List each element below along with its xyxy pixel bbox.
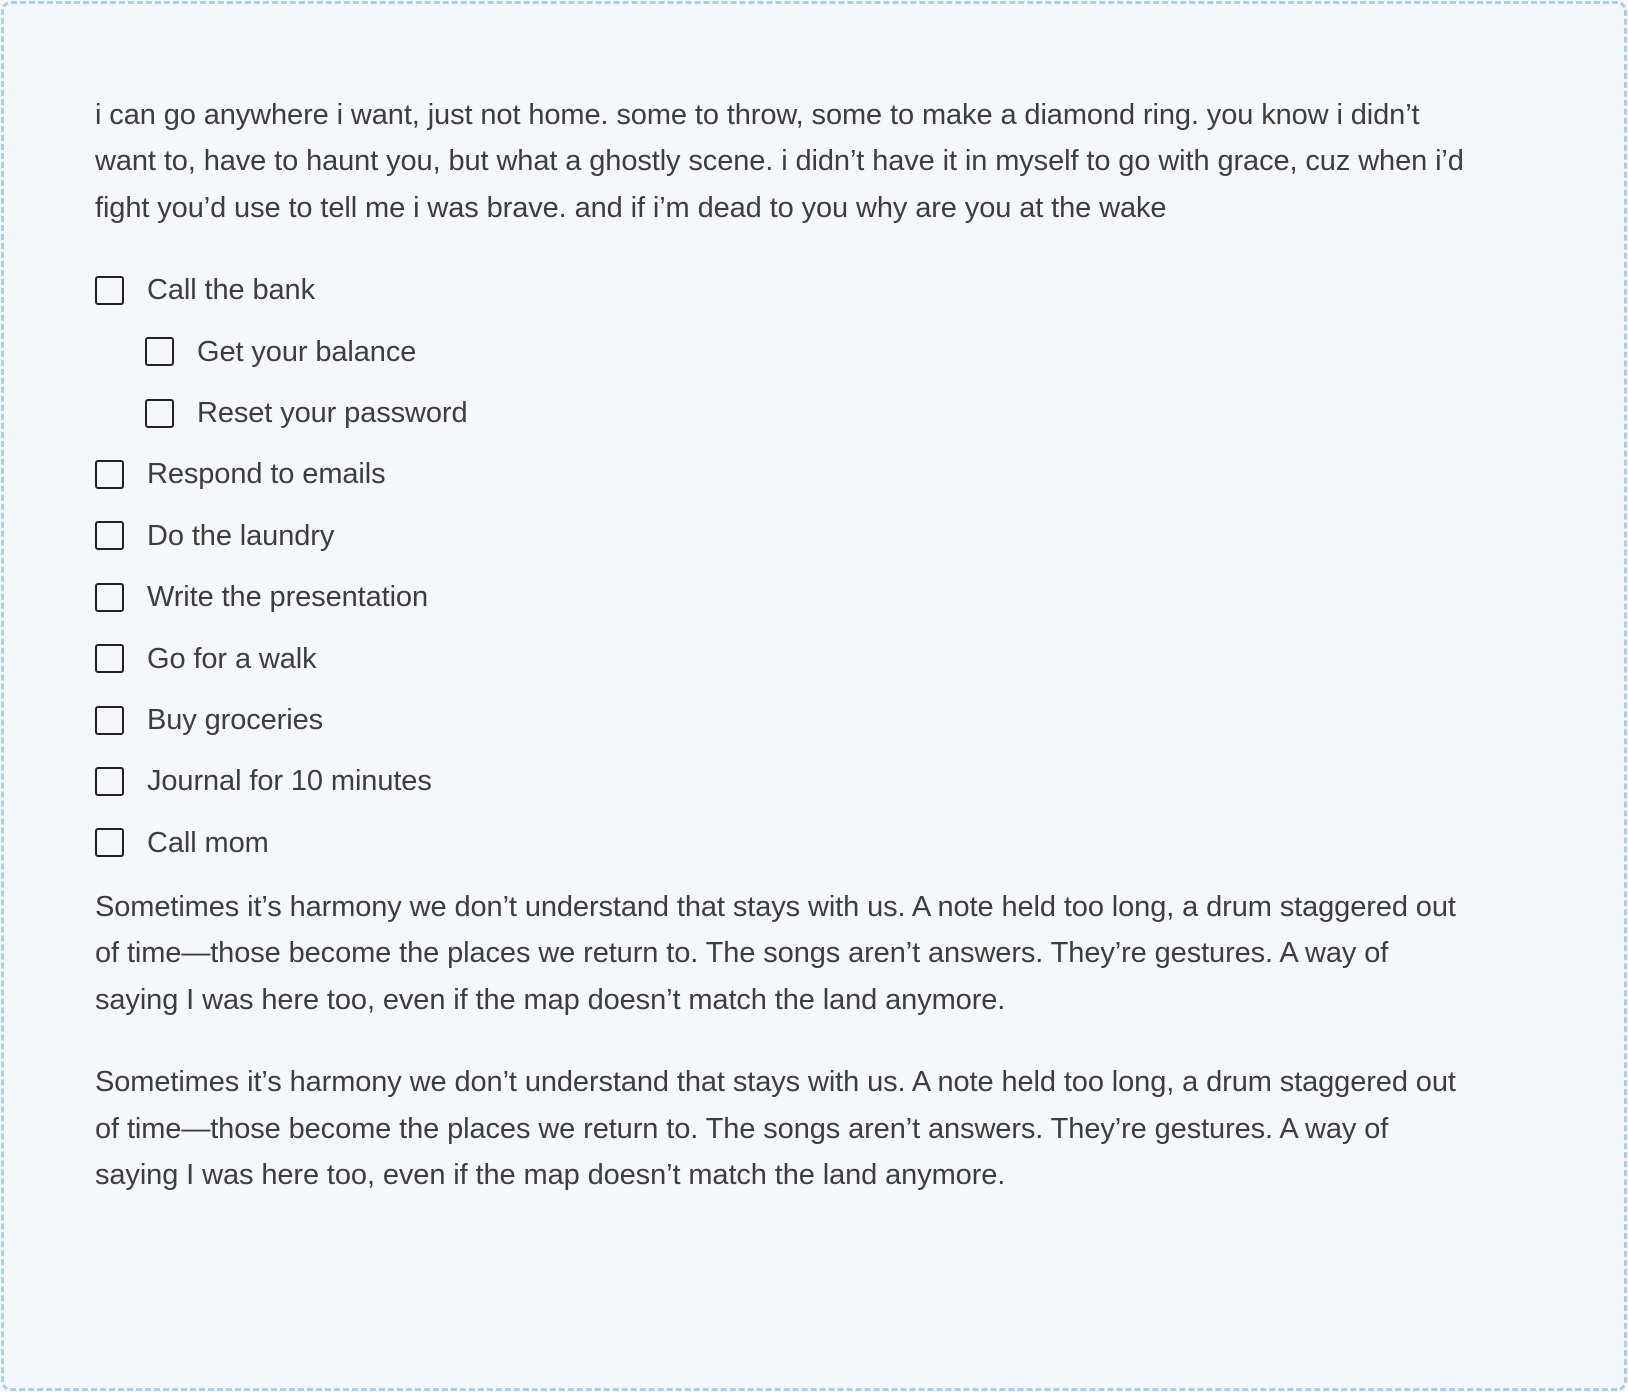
todo-checkbox[interactable] — [95, 276, 124, 305]
todo-item[interactable] — [145, 390, 1533, 436]
todo-item-label: Journal for 10 minutes — [147, 765, 432, 798]
todo-item-label: Reset your password — [197, 396, 468, 429]
todo-item[interactable] — [95, 820, 1533, 866]
todo-checkbox[interactable] — [145, 337, 174, 366]
todo-checkbox[interactable] — [95, 767, 124, 796]
todo-item-label: Call mom — [147, 826, 269, 859]
todo-checkbox[interactable] — [95, 460, 124, 489]
todo-item[interactable] — [95, 267, 1533, 313]
todo-item-label: Go for a walk — [147, 642, 317, 675]
todo-item[interactable] — [95, 451, 1533, 497]
todo-item-label: Call the bank — [147, 274, 315, 307]
todo-item[interactable] — [95, 758, 1533, 804]
outro-paragraph-2: Sometimes it’s harmony we don’t understand that stays with us. A note held too long, a drum staggered out of time—those become the places we return to. The songs aren’t answers. They’re gestures. A way of saying I was here too, even if the map doesn’t match the land anymore. — [95, 1066, 1456, 1192]
todo-checkbox[interactable] — [95, 583, 124, 612]
todo-item[interactable] — [145, 329, 1533, 375]
todo-checkbox[interactable] — [95, 828, 124, 857]
todo-checkbox[interactable] — [95, 706, 124, 735]
todo-checkbox[interactable] — [95, 521, 124, 550]
todo-checkbox[interactable] — [95, 644, 124, 673]
todo-checkbox[interactable] — [145, 399, 174, 428]
intro-paragraph: i can go anywhere i want, just not home. some to throw, some to make a diamond ring. you know i didn’t want to, have to haunt you, but what a ghostly scene. i didn’t have it in myself to go with grace, cuz when i’d fight you’d use to tell me i was brave. and if i’m dead to you why are you at the wake — [95, 99, 1464, 224]
todo-list — [95, 267, 1533, 866]
todo-item-label: Get your balance — [197, 335, 417, 368]
todo-item-label: Respond to emails — [147, 458, 386, 491]
todo-item-label: Write the presentation — [147, 581, 428, 614]
todo-item[interactable] — [95, 636, 1533, 682]
todo-item[interactable] — [95, 574, 1533, 620]
todo-item-label: Buy groceries — [147, 703, 323, 736]
todo-item-label: Do the laundry — [147, 519, 335, 552]
todo-item[interactable] — [95, 513, 1533, 559]
outro-paragraph-1: Sometimes it’s harmony we don’t understand that stays with us. A note held too long, a drum staggered out of time—those become the places we return to. The songs aren’t answers. They’re gestures. A way of saying I was here too, even if the map doesn’t match the land anymore. — [95, 891, 1456, 1016]
todo-item[interactable] — [95, 697, 1533, 743]
